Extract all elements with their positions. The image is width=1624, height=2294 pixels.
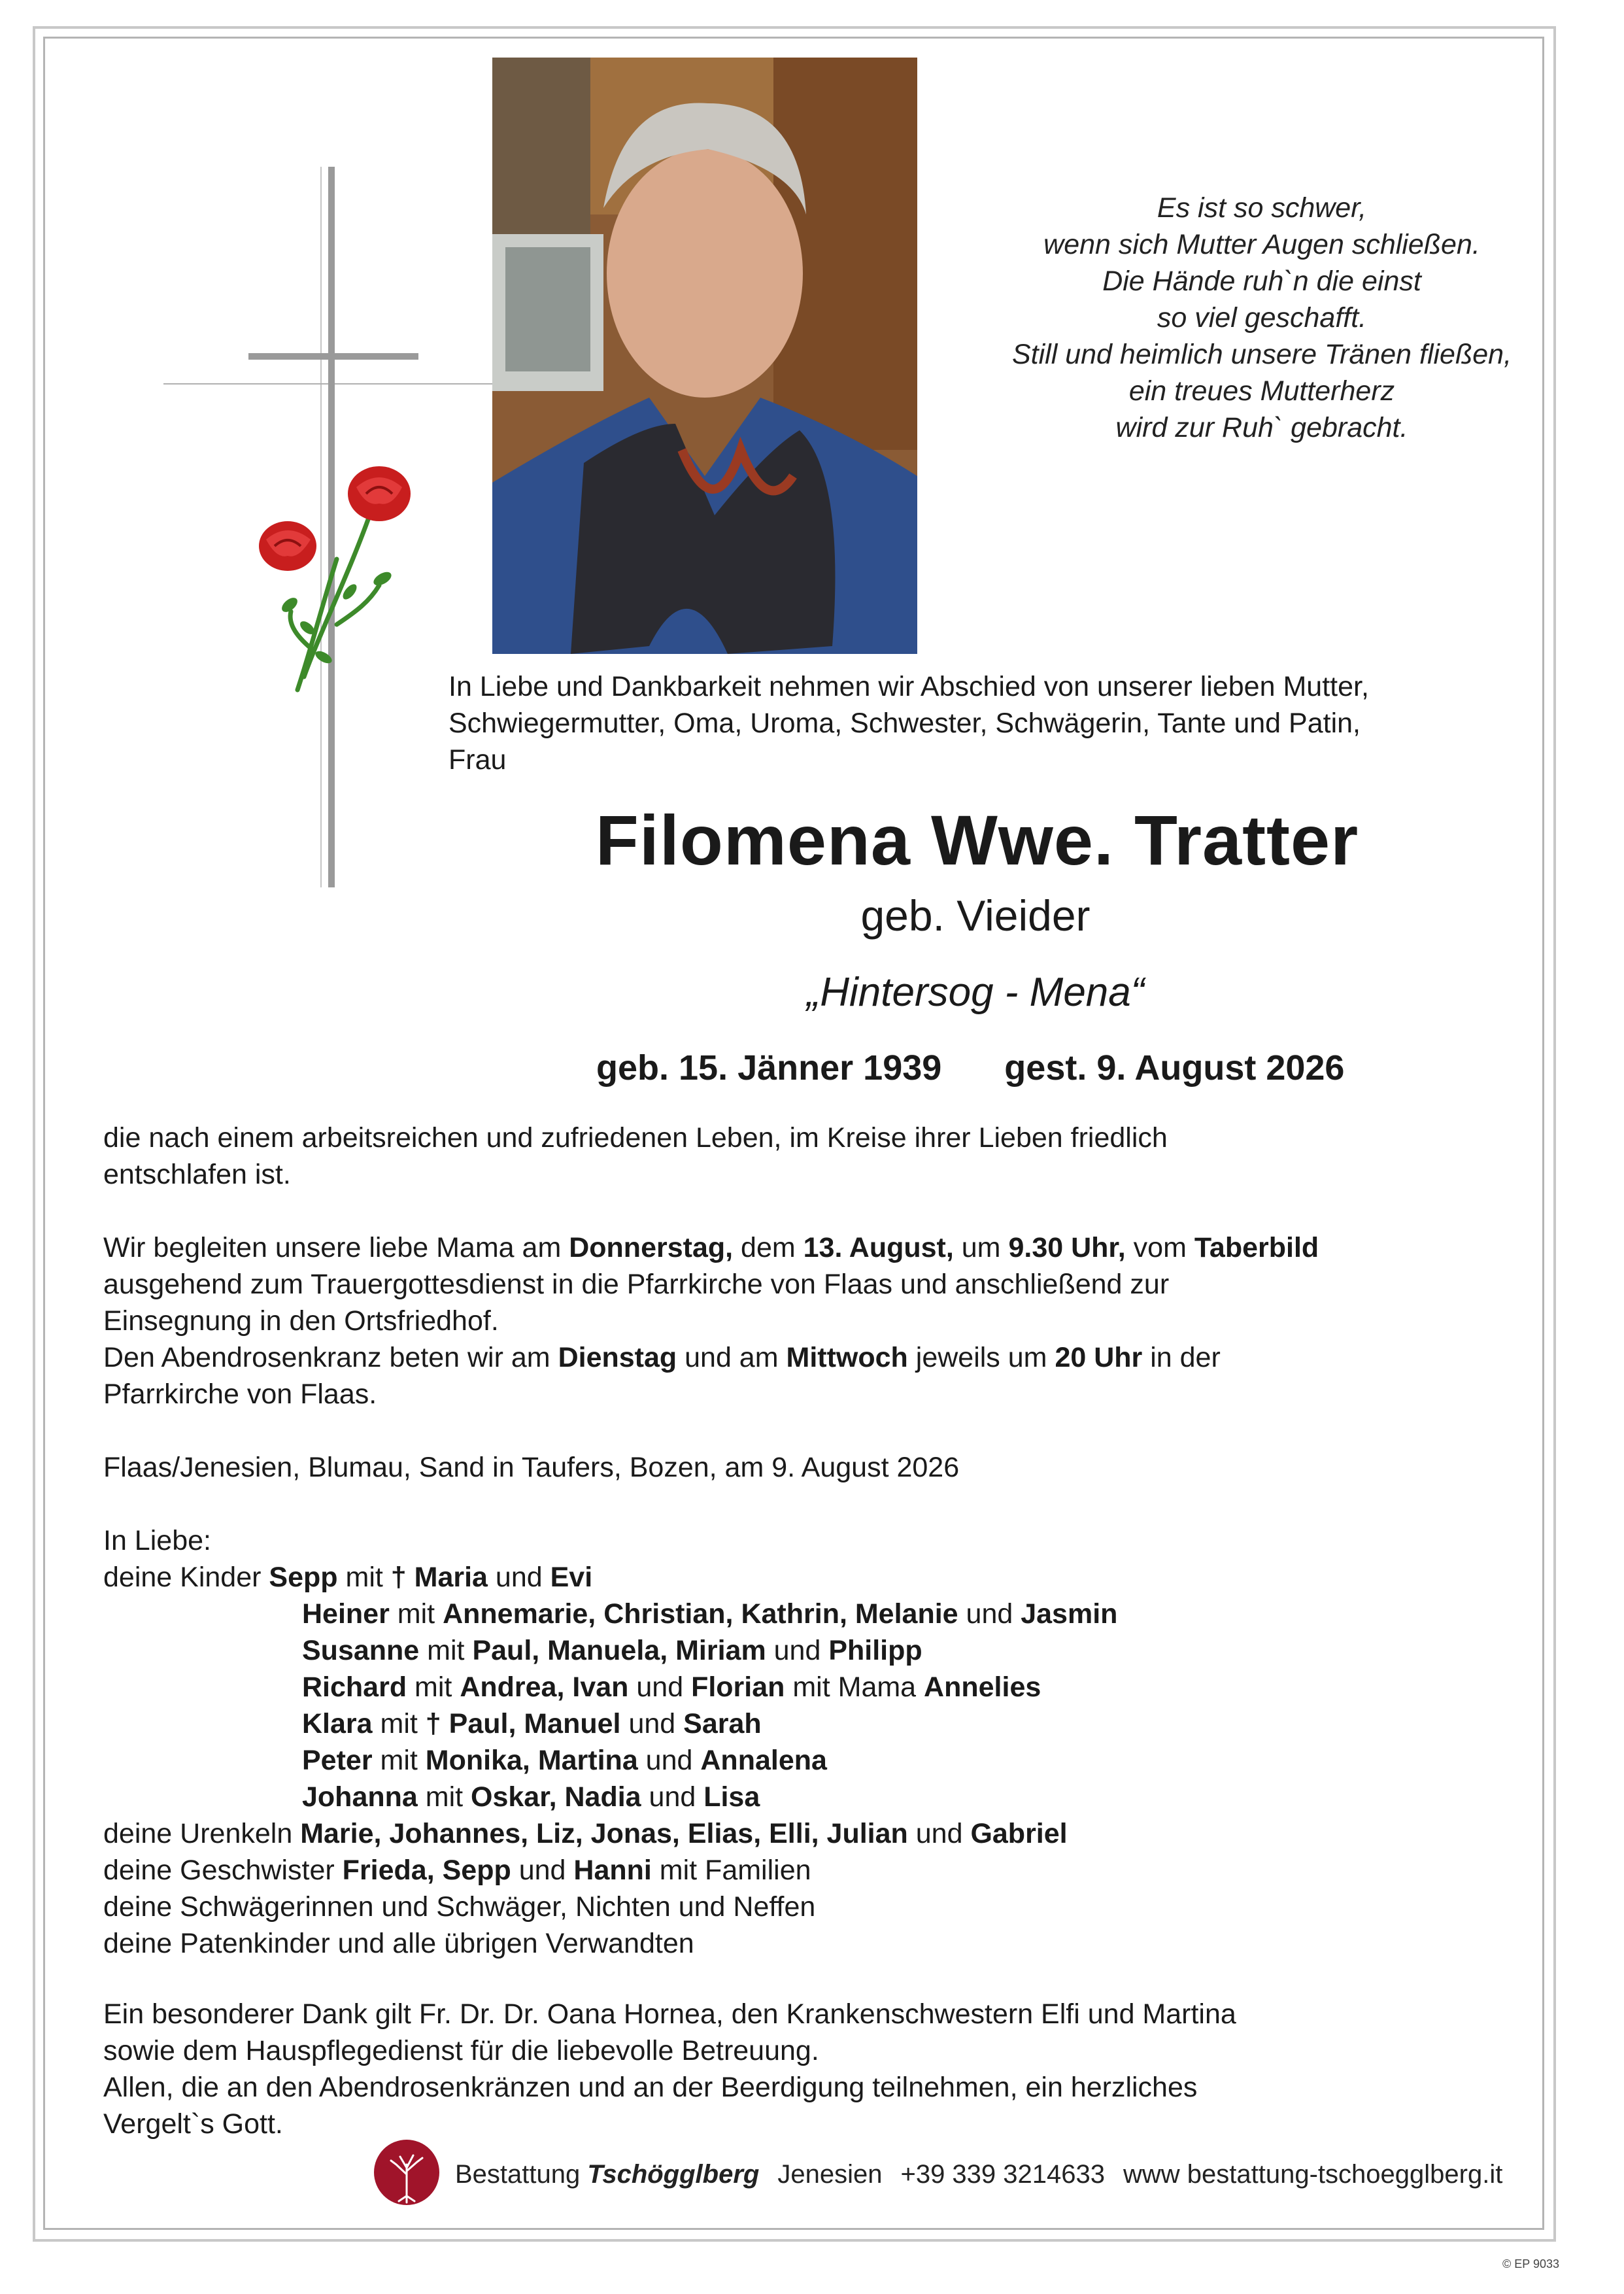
cross-horizontal bbox=[248, 353, 418, 360]
connector-text: und bbox=[628, 1671, 692, 1703]
death-date: gest. 9. August 2026 bbox=[1004, 1048, 1345, 1087]
connector-text: mit bbox=[372, 1708, 426, 1739]
child-family bbox=[103, 1669, 1542, 1705]
time: 9.30 Uhr, bbox=[1008, 1232, 1126, 1263]
poem-line: Still und heimlich unsere Tränen fließen, bbox=[1011, 339, 1512, 370]
thanks-line: Ein besonderer Dank gilt Fr. Dr. Dr. Oana Hornea, den Krankenschwestern Elfi und Martina bbox=[103, 1998, 1236, 2030]
name-text: Susanne bbox=[302, 1635, 420, 1666]
child-family bbox=[103, 1779, 1542, 1815]
name-text: Philipp bbox=[828, 1635, 922, 1666]
name-text: Jasmin bbox=[1021, 1598, 1118, 1630]
funeral-line: ausgehend zum Trauergottesdienst in die Pfarrkirche von Flaas und anschließend zur bbox=[103, 1269, 1170, 1300]
connector-text: mit bbox=[389, 1598, 443, 1630]
intro-line: In Liebe und Dankbarkeit nehmen wir Abschied von unserer lieben Mutter, bbox=[448, 671, 1369, 702]
name-text: Sepp bbox=[269, 1562, 338, 1593]
name-text: Annalena bbox=[700, 1745, 827, 1776]
place: Taberbild bbox=[1194, 1232, 1319, 1263]
footer-web[interactable]: www bestattung-tschoegglberg.it bbox=[1123, 2160, 1503, 2189]
connector-text: mit Familien bbox=[651, 1855, 811, 1886]
name-text: Oskar, Nadia bbox=[471, 1781, 641, 1813]
connector-text: mit bbox=[419, 1635, 473, 1666]
name-text: Marie, Johannes, Liz, Jonas, Elias, Elli, Julian bbox=[300, 1818, 908, 1849]
child-family bbox=[103, 1742, 1542, 1779]
connector-text: mit bbox=[417, 1781, 471, 1813]
thanks-line: Vergelt`s Gott. bbox=[103, 2108, 283, 2140]
name-text: Sarah bbox=[683, 1708, 762, 1739]
name-text: † Paul, Manuel bbox=[425, 1708, 621, 1739]
place-date: Flaas/Jenesien, Blumau, Sand in Taufers, Bozen, am 9. August 2026 bbox=[103, 1452, 960, 1483]
intro-line: Frau bbox=[448, 744, 507, 776]
great-grandchildren bbox=[103, 1815, 1542, 1852]
funeral-home-logo-icon bbox=[373, 2138, 441, 2206]
passing-line: die nach einem arbeitsreichen und zufriedenen Leben, im Kreise ihrer Lieben friedlich bbox=[103, 1122, 1168, 1154]
in-laws: deine Schwägerinnen und Schwäger, Nichten und Neffen bbox=[103, 1891, 816, 1923]
footer-brand: Tschögglberg bbox=[587, 2160, 760, 2189]
child-family bbox=[269, 1562, 592, 1593]
name-text: Andrea, Ivan bbox=[460, 1671, 629, 1703]
roses-icon bbox=[258, 461, 415, 693]
name-text: Klara bbox=[302, 1708, 373, 1739]
text: Wir begleiten unsere liebe Mama am bbox=[103, 1232, 569, 1263]
poem-line: wenn sich Mutter Augen schließen. bbox=[1043, 229, 1480, 260]
name-text: Annemarie, Christian, Kathrin, Melanie bbox=[443, 1598, 958, 1630]
funeral-line: Einsegnung in den Ortsfriedhof. bbox=[103, 1305, 499, 1337]
birth-date: geb. 15. Jänner 1939 bbox=[596, 1048, 942, 1087]
connector-text: und bbox=[511, 1855, 574, 1886]
name-text: Monika, Martina bbox=[425, 1745, 638, 1776]
text: in der bbox=[1142, 1342, 1221, 1373]
deceased-name: Filomena Wwe. Tratter bbox=[595, 800, 1359, 880]
poem-line: Es ist so schwer, bbox=[1157, 192, 1367, 224]
day: Donnerstag, bbox=[569, 1232, 734, 1263]
name-text: Annelies bbox=[924, 1671, 1041, 1703]
poem-line: ein treues Mutterherz bbox=[1128, 375, 1395, 407]
name-text: Peter bbox=[302, 1745, 373, 1776]
child-family bbox=[103, 1596, 1542, 1632]
kinder-label: deine Kinder bbox=[103, 1562, 269, 1593]
name-text: Heiner bbox=[302, 1598, 390, 1630]
mourners bbox=[103, 1522, 1542, 1962]
child-family bbox=[103, 1632, 1542, 1669]
footer-town: Jenesien bbox=[777, 2160, 883, 2189]
poem-line: Die Hände ruh`n die einst bbox=[1102, 265, 1421, 297]
day: Mittwoch bbox=[786, 1342, 908, 1373]
text: jeweils um bbox=[907, 1342, 1055, 1373]
rosary-line bbox=[103, 1339, 1542, 1376]
connector-text: deine Urenkeln bbox=[103, 1818, 301, 1849]
name-text: Paul, Manuela, Miriam bbox=[472, 1635, 766, 1666]
text: dem bbox=[733, 1232, 804, 1263]
name-text: Lisa bbox=[703, 1781, 760, 1813]
footer-phone: +39 339 3214633 bbox=[900, 2160, 1106, 2189]
text: um bbox=[953, 1232, 1009, 1263]
connector-text: und bbox=[766, 1635, 829, 1666]
portrait-photo bbox=[492, 58, 917, 654]
footer-prefix: Bestattung bbox=[455, 2160, 588, 2189]
connector-text: und bbox=[487, 1562, 550, 1593]
connector-text: und bbox=[620, 1708, 684, 1739]
date: 13. August, bbox=[803, 1232, 954, 1263]
funeral-line bbox=[103, 1229, 1542, 1266]
thanks-line: Allen, die an den Abendrosenkränzen und an der Beerdigung teilnehmen, ein herzliches bbox=[103, 2072, 1198, 2103]
name-text: † Maria bbox=[390, 1562, 488, 1593]
in-liebe: In Liebe: bbox=[103, 1525, 211, 1556]
poem-line: wird zur Ruh` gebracht. bbox=[1115, 412, 1408, 443]
thanks-line: sowie dem Hauspflegedienst für die liebevolle Betreuung. bbox=[103, 2035, 819, 2066]
text: vom bbox=[1125, 1232, 1194, 1263]
text: Den Abendrosenkranz beten wir am bbox=[103, 1342, 558, 1373]
connector-text: und bbox=[641, 1781, 704, 1813]
birth-name: geb. Vieider bbox=[860, 891, 1091, 940]
connector-text: mit bbox=[372, 1745, 426, 1776]
name-text: Richard bbox=[302, 1671, 407, 1703]
intro-text bbox=[448, 668, 1521, 778]
child-family bbox=[103, 1705, 1542, 1742]
intro-line: Schwiegermutter, Oma, Uroma, Schwester, Schwägerin, Tante und Patin, bbox=[448, 708, 1361, 739]
life-dates bbox=[596, 1045, 1344, 1091]
passing-line: entschlafen ist. bbox=[103, 1159, 291, 1190]
kinder-row bbox=[103, 1559, 1542, 1596]
name-text: Johanna bbox=[302, 1781, 418, 1813]
footer bbox=[373, 2138, 1549, 2210]
day: Dienstag bbox=[558, 1342, 677, 1373]
imprint: © EP 9033 bbox=[1502, 2257, 1559, 2270]
passing-text bbox=[103, 1120, 1542, 1193]
name-text: Evi bbox=[550, 1562, 593, 1593]
connector-text: mit bbox=[407, 1671, 460, 1703]
connector-text: und bbox=[958, 1598, 1021, 1630]
thanks bbox=[103, 1996, 1542, 2142]
name-text: Frieda, Sepp bbox=[342, 1855, 511, 1886]
nickname: „Hintersog - Mena“ bbox=[806, 970, 1145, 1015]
poem bbox=[935, 190, 1589, 446]
footer-text bbox=[455, 2158, 1502, 2191]
connector-text: und bbox=[907, 1818, 971, 1849]
godchildren: deine Patenkinder und alle übrigen Verwandten bbox=[103, 1928, 694, 1959]
funeral-info bbox=[103, 1229, 1542, 1412]
poem-line: so viel geschafft. bbox=[1157, 302, 1367, 334]
text: und am bbox=[677, 1342, 787, 1373]
name-text: Florian bbox=[691, 1671, 785, 1703]
name-text: Gabriel bbox=[970, 1818, 1068, 1849]
connector-text: mit bbox=[337, 1562, 391, 1593]
time: 20 Uhr bbox=[1055, 1342, 1143, 1373]
siblings bbox=[103, 1852, 1542, 1889]
connector-text: und bbox=[637, 1745, 701, 1776]
rosary-line: Pfarrkirche von Flaas. bbox=[103, 1378, 377, 1410]
name-text: Hanni bbox=[573, 1855, 652, 1886]
connector-text: deine Geschwister bbox=[103, 1855, 343, 1886]
connector-text: mit Mama bbox=[785, 1671, 924, 1703]
